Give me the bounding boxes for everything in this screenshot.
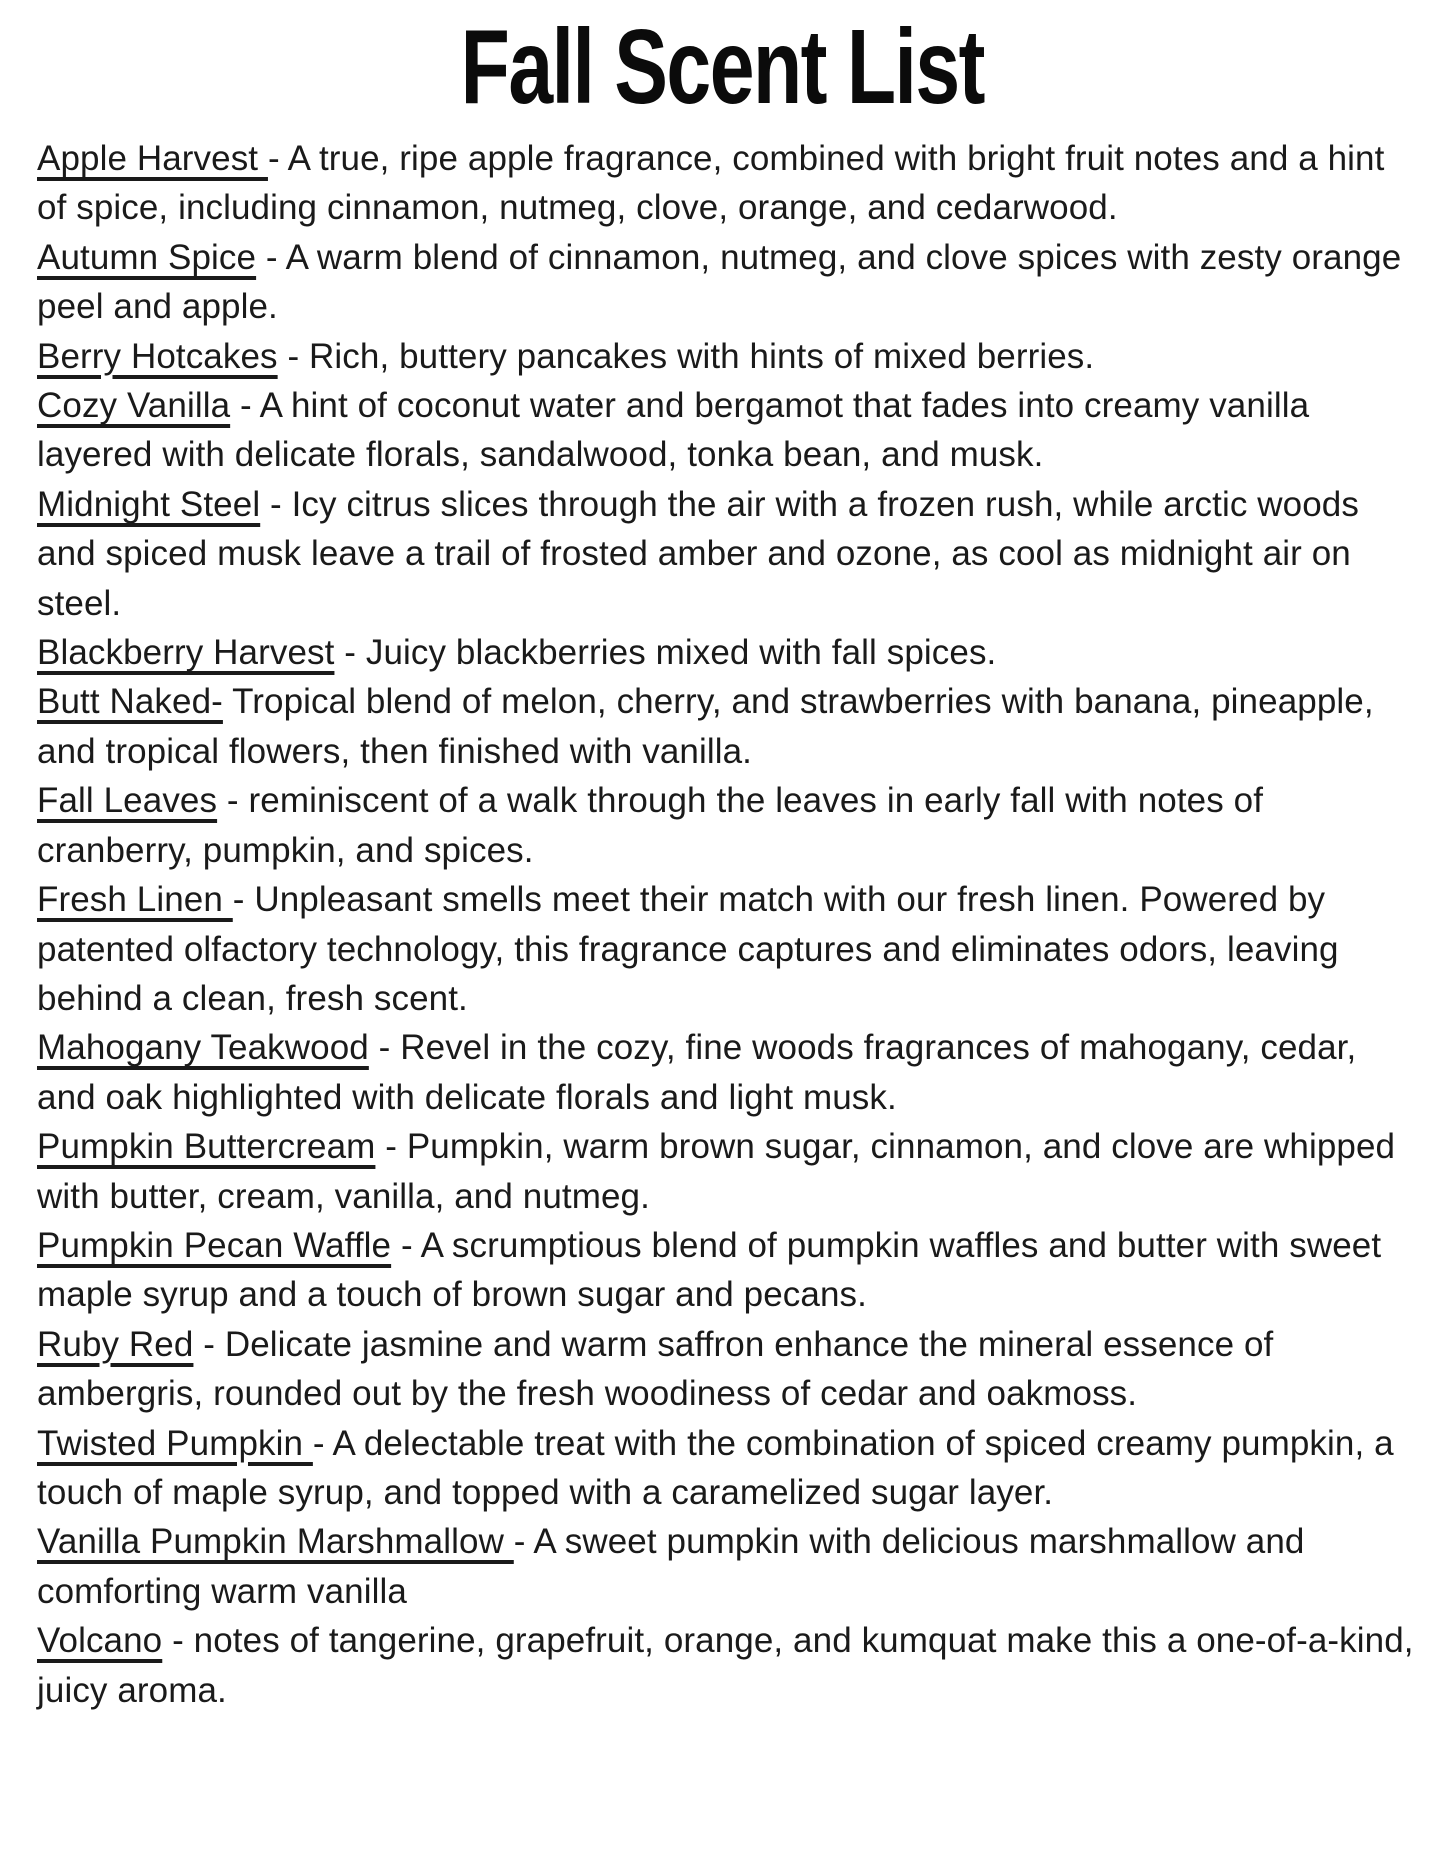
scent-name: Vanilla Pumpkin Marshmallow xyxy=(37,1522,514,1562)
scent-name: Apple Harvest xyxy=(37,139,268,178)
scent-name: Midnight Steel xyxy=(37,484,261,524)
title-container xyxy=(0,0,1445,128)
scent-name: Fresh Linen xyxy=(37,880,233,920)
scent-entry-cozy-vanilla xyxy=(37,381,1415,480)
scent-description: - Revel in the cozy, fine woods fragrances of mahogany, cedar, and oak highlighted with delicate florals and light musk. xyxy=(37,1028,1357,1117)
scent-entry-fall-leaves xyxy=(37,776,1415,875)
scent-name: Volcano xyxy=(37,1621,163,1661)
scent-entry-pumpkin-pecan-waffle xyxy=(37,1221,1415,1320)
scent-entry-ruby-red xyxy=(37,1320,1415,1419)
scent-entry-berry-hotcakes xyxy=(37,332,1415,381)
scent-description: - Juicy blackberries mixed with fall spices. xyxy=(334,633,997,673)
scent-name: Butt Naked- xyxy=(37,682,223,722)
scent-description: Tropical blend of melon, cherry, and strawberries with banana, pineapple, and tropical flowers, then finished with vanilla. xyxy=(37,682,1374,771)
scent-description: - Rich, buttery pancakes with hints of mixed berries. xyxy=(277,336,1095,376)
scent-name: Fall Leaves xyxy=(37,781,218,821)
scent-name: Twisted Pumpkin xyxy=(37,1423,313,1463)
scent-name: Cozy Vanilla xyxy=(37,386,231,426)
scent-name: Autumn Spice xyxy=(37,237,257,277)
scent-description: - A warm blend of cinnamon, nutmeg, and clove spices with zesty orange peel and apple. xyxy=(37,237,1402,327)
scent-name: Ruby Red xyxy=(37,1324,194,1364)
scent-description: - Unpleasant smells meet their match with our fresh linen. Powered by patented olfactory technology, this fragrance captures and eliminates odors, leaving behind a clean, fresh scent. xyxy=(37,880,1339,1018)
scent-description: - A sweet pumpkin with delicious marshmallow and comforting warm vanilla xyxy=(37,1522,1305,1611)
scent-entry-mahogany-teakwood xyxy=(37,1023,1415,1122)
scent-description: - Pumpkin, warm brown sugar, cinnamon, and clove are whipped with butter, cream, vanilla, and nutmeg. xyxy=(37,1127,1396,1216)
scent-entry-fresh-linen xyxy=(37,875,1415,1023)
scent-entry-volcano xyxy=(37,1616,1415,1715)
scent-entry-apple-harvest xyxy=(37,134,1415,233)
page-title: Fall Scent List xyxy=(460,8,985,126)
scent-description: - A hint of coconut water and bergamot that fades into creamy vanilla layered with delicate florals, sandalwood, tonka bean, and musk. xyxy=(37,386,1310,475)
scent-name: Blackberry Harvest xyxy=(37,633,335,673)
scent-description: - Delicate jasmine and warm saffron enhance the mineral essence of ambergris, rounded out by the fresh woodiness of cedar and oakmoss. xyxy=(37,1324,1274,1414)
scent-name: Berry Hotcakes xyxy=(37,336,278,376)
scent-entry-butt-naked xyxy=(37,677,1415,776)
scent-description: - A scrumptious blend of pumpkin waffles and butter with sweet maple syrup and a touch of brown sugar and pecans. xyxy=(37,1225,1382,1315)
scent-description: - reminiscent of a walk through the leaves in early fall with notes of cranberry, pumpkin, and spices. xyxy=(37,781,1264,870)
scent-name: Pumpkin Pecan Waffle xyxy=(37,1225,392,1265)
scent-list xyxy=(0,128,1445,1715)
scent-entry-midnight-steel xyxy=(37,480,1415,628)
scent-entry-pumpkin-buttercream xyxy=(37,1122,1415,1221)
scent-entry-vanilla-pumpkin-marshmallow xyxy=(37,1517,1415,1616)
scent-name: Pumpkin Buttercream xyxy=(37,1127,376,1167)
scent-entry-twisted-pumpkin xyxy=(37,1419,1415,1518)
scent-entry-blackberry-harvest xyxy=(37,628,1415,677)
scent-entry-autumn-spice xyxy=(37,233,1415,332)
scent-description: - A true, ripe apple fragrance, combined with bright fruit notes and a hint of spice, including cinnamon, nutmeg, clove, orange, and cedarwood. xyxy=(37,139,1385,228)
scent-description: - A delectable treat with the combination of spiced creamy pumpkin, a touch of maple syrup, and topped with a caramelized sugar layer. xyxy=(37,1423,1394,1512)
scent-description: - Icy citrus slices through the air with a frozen rush, while arctic woods and spiced musk leave a trail of frosted amber and ozone, as cool as midnight air on steel. xyxy=(37,484,1359,623)
scent-name: Mahogany Teakwood xyxy=(37,1028,369,1068)
scent-description: - notes of tangerine, grapefruit, orange, and kumquat make this a one-of-a-kind, juicy aroma. xyxy=(37,1621,1414,1710)
